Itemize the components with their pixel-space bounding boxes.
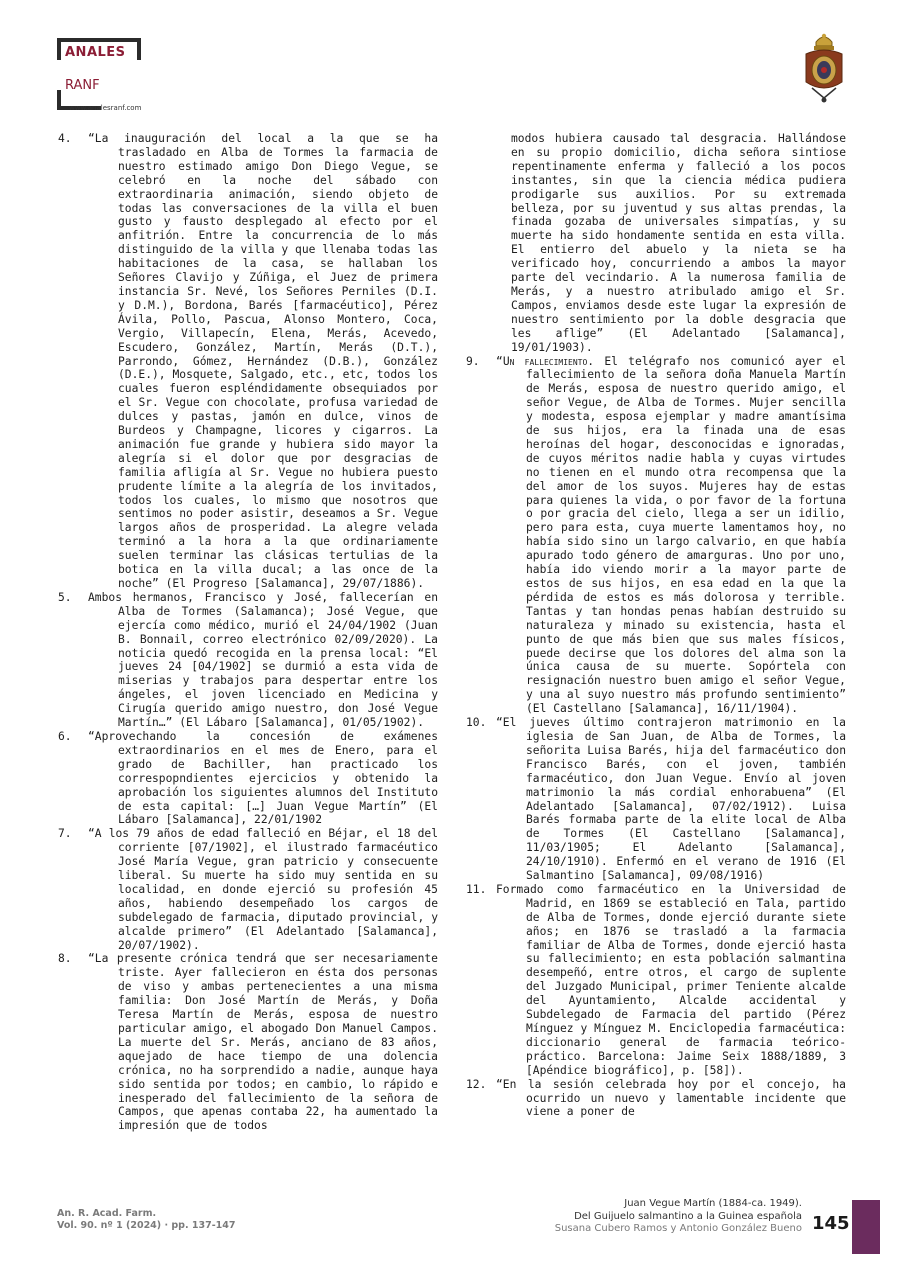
journal-volume: Vol. 90. nº 1 (2024) · pp. 137-147: [57, 1220, 236, 1231]
footnote-text: “La inauguración del local a la que se ha trasladado en Alba de Tormes la farmacia de nuestro estimado amigo Don Diego Vegue, se celebró en la noche del sábado con extraordinaria animación, siendo objeto de todas las conversaciones de la villa el buen gusto y fausto desplegado al efecto por el anfitrión. Entre la concurrencia de lo más distinguido de la villa y que llenaba todas las habitaciones de la casa, se hallaban los Señores Clavijo y Zúñiga, el Juez de primera instancia Sr. Nevé, los Señores Perniles (D.I. y D.M.), Bordona, Barés [farmacéutico], Pérez Ávila, Pollo, Pascua, Alonso Montero, Coca, Vergio, Villapecín, Elena, Merás, Acevedo, Escudero, González, Martín, Merás (D.T.), Parrondo, Gómez, Hernández (D.B.), González (D.E.), Mosquete, Salgado, etc., etc, todos los cuales fueron espléndidamente obsequiados por el Sr. Vegue con chocolate, profusa variedad de dulces y pastas, jamón en dulce, vinos de Burdeos y Champagne, licores y cigarros. La animación fue grande y hubiera sido mayor la alegría si el dolor que por desgracias de familia afligía al Sr. Vegue no hubiera puesto prudente límite a la alegría de los invitados, todos los cuales, lo mismo que nosotros que sentimos no poder asistir, deseamos a Sr. Vegue largos años de prosperidad. La alegre velada terminó a la hora a la que ordinariamente suelen terminar las clásicas tertulias de la botica en la villa ducal; a las once de la noche” (El Progreso [Salamanca], 29/07/1886).: [88, 132, 438, 590]
footnote-text: “El jueves último contrajeron matrimonio en la iglesia de San Juan, de Alba de Tormes, la señorita Luisa Barés, hija del farmacéutico don Francisco Barés, con el joven, también farmacéutico, don Juan Vegue. Envío al joven matrimonio la más cordial enhorabuena” (El Adelantado [Salamanca], 07/02/1912). Luisa Barés formaba parte de la elite local de Alba de Tormes (El Castellano [Salamanca], 11/03/1905; El Adelanto [Salamanca], 24/10/1910). Enfermó en el verano de 1916 (El Salmantino [Salamanca], 09/08/1916): [496, 716, 846, 883]
footnote-text: “Aprovechando la concesión de exámenes extraordinarios en el mes de Enero, para el grado de Bachiller, han practicado los correspopndientes ejercicios y obtenido la aprobación los siguientes alumnos del Instituto de esta capital: […] Juan Vegue Martín” (El Lábaro [Salamanca], 22/01/1902: [88, 729, 438, 827]
footnote-number: 12.: [466, 1077, 487, 1091]
footnote-number: 6.: [58, 729, 72, 743]
footnote-11: [466, 883, 846, 1078]
footnote-text: “La presente crónica tendrá que ser necesariamente triste. Ayer fallecieron en ésta dos personas de viso y ambas pertenecientes a una misma familia: Don José Martín de Merás, y Doña Teresa Martín de Merás, esposa de nuestro particular amigo, el abogado Don Manuel Campos. La muerte del Sr. Merás, anciano de 83 años, aquejado de hace tiempo de una dolencia crónica, no ha sorprendido a nadie, aunque haya sido sentida por todos; en cambio, lo rápido e inesperado del fallecimiento de la señora de Campos, que apenas contaba 22, ha aumentado la impresión que de todos: [88, 952, 438, 1133]
footnote-9: [466, 355, 846, 717]
footnote-number: 7.: [58, 827, 72, 841]
footnote-8-continued: modos hubiera causado tal desgracia. Hallándose en su propio domicilio, dicha señora sintiose repentinamente enferma y falleció a los pocos instantes, sin que la ciencia médica pudiera prodigarle sus auxilios. Por su extremada belleza, por su juventud y sus altas prendas, la finada gozaba de universales simpatías, y su muerte ha sido hondamente sentida en esta villa. El entierro del abuelo y la nieta se ha verificado hoy, concurriendo a ambos la mayor parte del vecindario. A la numerosa familia de Merás, y a nuestro atribulado amigo el Sr. Campos, enviamos desde este lugar la expresión de nuestro sentimiento por la doble desgracia que les aflige” (El Adelantado [Salamanca], 19/01/1903).: [511, 132, 846, 354]
footnote-text: “En la sesión celebrada hoy por el concejo, ha ocurrido un nuevo y lamentable incidente que viene a poner de: [496, 1077, 846, 1119]
article-title-line2: Del Guijuelo salmantino a la Guinea española: [574, 1210, 802, 1222]
page-number: 145: [812, 1213, 850, 1234]
logo-word-anales: ANALES: [65, 45, 126, 60]
footnote-12: [466, 1078, 846, 1120]
academy-crest-icon: [802, 32, 846, 104]
journal-logo: [57, 38, 177, 118]
footnote-text: “A los 79 años de edad falleció en Béjar, el 18 del corriente [07/1902], el ilustrado farmacéutico José María Vegue, gran patricio y consecuente liberal. Su muerte ha sido muy sentida en su localidad, en donde ejerció su profesión 45 años, habiendo desempeñado los cargos de subdelegado de farmacia, diputado provincial, y alcalde primero” (El Adelantado [Salamanca], 20/07/1902).: [88, 827, 438, 952]
footnote-4: [58, 132, 438, 591]
footnote-text: . El telégrafo nos comunicó ayer el fallecimiento de la señora doña Manuela Martín de Merás, esposa de nuestro querido amigo, el señor Vegue, de Alba de Tormes. Mujer sencilla y modesta, esposa ejemplar y madre amantísima de sus hijos, era la finada una de esas heroínas del hogar, desconocidas e ignoradas, de cuyos méritos nadie habla y cuyas virtudes no tienen en el mundo otra recompensa que la del amor de los suyos. Mujeres hay de estas para quienes la vida, o por favor de la fortuna o por gracia del cielo, llega a ser un idilio, pero para esta, cuya muerte lamentamos hoy, no había sido sino un largo calvario, en que había apurado todo género de amarguras. Uno por uno, había ido viendo morir a la mayor parte de estos de sus hijos, en esa edad en la que la pérdida de estos es más dolorosa y terrible. Tantas y tan hondas penas habían destruido su naturaleza y minado su existencia, hasta el punto de que más bien que sus males físicos, puede decirse que los dolores del alma son la única causa de su muerte. Sopórtela con resignación nuestro buen amigo el señor Vegue, y una al suyo nuestro más profundo sentimiento” (El Castellano [Salamanca], 16/11/1904).: [526, 354, 846, 716]
footnote-number: 5.: [58, 590, 72, 604]
footnote-10: [466, 716, 846, 883]
left-column: [58, 132, 438, 1133]
running-footer: [555, 1198, 802, 1236]
footnote-5: [58, 591, 438, 730]
article-authors: Susana Cubero Ramos y Antonio González Bueno: [554, 1223, 802, 1234]
footnote-number: 8.: [58, 952, 72, 966]
footnote-text: Formado como farmacéutico en la Universidad de Madrid, en 1869 se estableció en Tala, partido de Alba de Tormes, donde ejerció durante siete años; en 1876 se trasladó a la farmacia familiar de Alba de Tormes, donde ejerció hasta su fallecimiento; en esta población salmantina desempeñó, entre otros, el cargo de suplente del Juzgado Municipal, primer Teniente alcalde del Ayuntamiento, Alcalde accidental y Subdelegado de Farmacia del partido (Pérez Mínguez y Mínguez M. Enciclopedia farmacéutica: diccionario general de farmacia teórico-práctico. Barcelona: Jaime Seix 1888/1889, 3 [Apéndice biográfico], p. [58]).: [496, 882, 846, 1077]
footnote-quote-open: “: [496, 354, 503, 368]
journal-name: An. R. Acad. Farm.: [57, 1208, 157, 1219]
footnote-7: [58, 827, 438, 952]
footnote-number: 4.: [58, 132, 72, 145]
footnote-number: 9.: [466, 354, 480, 368]
logo-url: www.analesranf.com: [69, 104, 142, 112]
footnote-text: Ambos hermanos, Francisco y José, fallecerían en Alba de Tormes (Salamanca); José Vegue, que ejercía como médico, murió el 24/04/1902 (Juan B. Bonnail, correo electrónico 02/09/2020). La noticia quedó recogida en la prensa local: “El jueves 24 [04/1902] se durmió a esta vida de miserias y trabajos para despertar entre los ángeles, el joven licenciado en Medicina y Cirugía querido amigo nuestro, don José Vegue Martín…” (El Lábaro [Salamanca], 01/05/1902).: [88, 590, 438, 730]
logo-word-ranf: RANF: [65, 78, 100, 93]
right-column: [466, 132, 846, 1119]
article-title-line1: Juan Vegue Martín (1884-ca. 1949).: [624, 1198, 802, 1209]
footnote-number: 11.: [466, 882, 487, 896]
footnote-8: [58, 952, 438, 1133]
footnote-6: [58, 730, 438, 827]
journal-citation: [57, 1208, 235, 1232]
footnote-number: 10.: [466, 716, 487, 730]
footnote-lead-smallcaps: Un fallecimiento: [502, 354, 588, 368]
page-edge-tab: [852, 1200, 880, 1254]
